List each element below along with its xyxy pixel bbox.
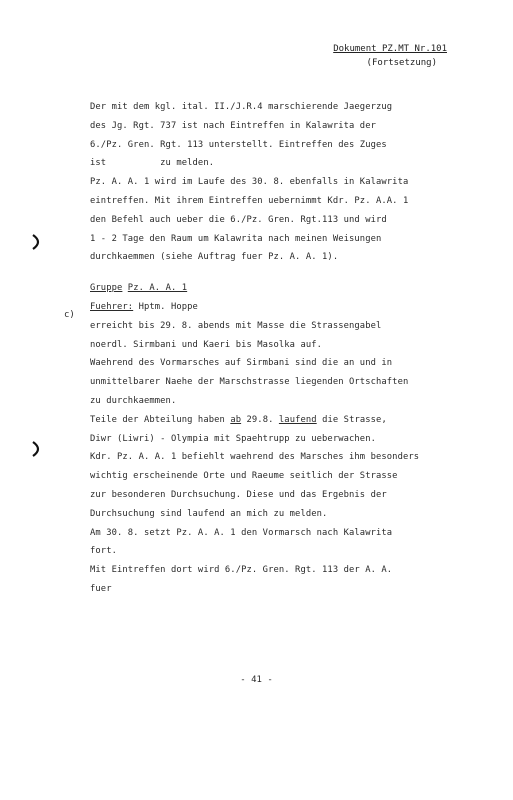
group-label: Gruppe bbox=[90, 283, 123, 294]
document-header bbox=[333, 42, 447, 70]
text-fragment: die Strasse, bbox=[322, 414, 387, 425]
document-number: Dokument PZ.MT Nr.101 bbox=[333, 44, 447, 54]
text-line: zu durchkaemmen. bbox=[90, 395, 177, 406]
text-line bbox=[90, 411, 440, 430]
section-marker: c) bbox=[64, 310, 75, 320]
leader-label: Fuehrer: bbox=[90, 301, 134, 312]
leader-name: Hptm. Hoppe bbox=[138, 301, 198, 312]
text-line: Pz. A. A. 1 wird im Laufe des 30. 8. ebenfalls in Kalawrita bbox=[90, 177, 409, 188]
text-line: 1 - 2 Tage den Raum um Kalawrita nach meinen Weisungen bbox=[90, 233, 382, 244]
text-line: Kdr. Pz. A. A. 1 befiehlt waehrend des Marsches ihm besonders bbox=[90, 452, 420, 463]
text-line: durchkaemmen (siehe Auftrag fuer Pz. A. A. 1). bbox=[90, 252, 339, 263]
document-body bbox=[90, 98, 440, 599]
text-fragment-underlined: ab bbox=[230, 414, 242, 425]
text-line: noerdl. Sirmbani und Kaeri bis Masolka auf. bbox=[90, 339, 323, 350]
section-heading bbox=[90, 279, 440, 298]
text-line: fuer bbox=[90, 583, 112, 594]
text-line: unmittelbarer Naehe der Marschstrasse liegenden Ortschaften bbox=[90, 377, 409, 388]
text-line: wichtig erscheinende Orte und Raeume seitlich der Strasse bbox=[90, 471, 398, 482]
text-line: Der mit dem kgl. ital. II./J.R.4 marschierende Jaegerzug bbox=[90, 102, 393, 112]
text-line: 6./Pz. Gren. Rgt. 113 unterstellt. Eintreffen des Zuges bbox=[90, 139, 387, 150]
text-line: ist zu melden. bbox=[90, 158, 215, 169]
text-fragment: Teile der Abteilung haben bbox=[90, 414, 225, 425]
text-line: eintreffen. Mit ihrem Eintreffen uebernimmt Kdr. Pz. A.A. 1 bbox=[90, 195, 409, 206]
text-line: den Befehl auch ueber die 6./Pz. Gren. Rgt.113 und wird bbox=[90, 214, 387, 225]
text-line: erreicht bis 29. 8. abends mit Masse die Strassengabel bbox=[90, 320, 382, 331]
text-line: Mit Eintreffen dort wird 6./Pz. Gren. Rgt. 113 der A. A. bbox=[90, 565, 393, 576]
group-unit: Pz. A. A. 1 bbox=[127, 283, 188, 294]
punch-hole-mark bbox=[30, 233, 44, 251]
text-fragment: 29.8. bbox=[246, 414, 274, 425]
continuation-label: (Fortsetzung) bbox=[366, 58, 437, 68]
text-line: Diwr (Liwri) - Olympia mit Spaehtrupp zu ueberwachen. bbox=[90, 433, 376, 444]
punch-hole-mark bbox=[30, 440, 44, 458]
page-number: - 41 - bbox=[240, 675, 273, 685]
text-line: Durchsuchung sind laufend an mich zu melden. bbox=[90, 508, 328, 519]
text-fragment-underlined: laufend bbox=[278, 414, 317, 425]
leader-line bbox=[90, 298, 440, 317]
text-line: fort. bbox=[90, 546, 117, 557]
text-line: zur besonderen Durchsuchung. Diese und das Ergebnis der bbox=[90, 489, 387, 500]
text-line: Waehrend des Vormarsches auf Sirmbani sind die an und in bbox=[90, 358, 393, 369]
text-line: Am 30. 8. setzt Pz. A. A. 1 den Vormarsch nach Kalawrita bbox=[90, 527, 393, 538]
text-line: des Jg. Rgt. 737 ist nach Eintreffen in Kalawrita der bbox=[90, 120, 376, 131]
